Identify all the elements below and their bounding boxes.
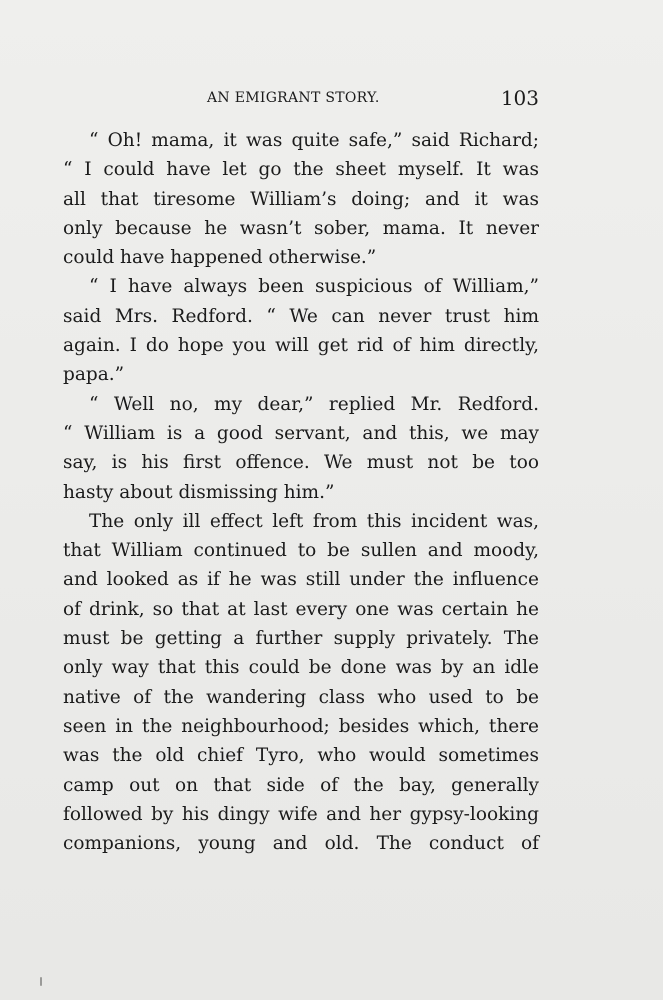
text-line: followed by his dingy wife and her gypsy-looking: [63, 803, 539, 825]
running-header: [0, 88, 663, 114]
text-line: papa.”: [63, 364, 125, 386]
text-line: seen in the neighbourhood; besides which, there: [63, 715, 539, 737]
text-line: only because he wasn’t sober, mama. It never: [63, 217, 539, 239]
text-line: “ Well no, my dear,” replied Mr. Redford.: [89, 393, 539, 415]
text-line: camp out on that side of the bay, generally: [63, 774, 539, 796]
text-line: “ I could have let go the sheet myself. It was: [63, 159, 539, 181]
text-line: said Mrs. Redford. “ We can never trust him: [63, 305, 539, 327]
text-line: companions, young and old. The conduct of: [63, 833, 539, 855]
paper-speck: [40, 977, 42, 986]
text-line: only way that this could be done was by an idle: [63, 657, 539, 679]
text-line: could have happened otherwise.”: [63, 247, 377, 269]
text-line: hasty about dismissing him.”: [63, 481, 335, 503]
text-line: “ Oh! mama, it was quite safe,” said Richard;: [89, 130, 539, 151]
text-line: say, is his first offence. We must not be too: [63, 452, 539, 474]
text-line: and looked as if he was still under the influence: [63, 569, 539, 591]
text-line: The only ill effect left from this incident was,: [89, 510, 539, 532]
text-line: again. I do hope you will get rid of him directly,: [63, 335, 539, 357]
text-line: “ I have always been suspicious of William,”: [89, 276, 539, 298]
running-title: AN EMIGRANT STORY.: [207, 90, 380, 106]
text-line: “ William is a good servant, and this, we may: [63, 422, 539, 444]
text-line: must be getting a further supply privately. The: [63, 628, 539, 650]
page-number: 103: [500, 86, 539, 110]
text-line: native of the wandering class who used to be: [63, 686, 539, 708]
text-line: that William continued to be sullen and moody,: [63, 540, 539, 562]
text-line: all that tiresome William’s doing; and it was: [63, 188, 539, 210]
text-line: was the old chief Tyro, who would sometimes: [63, 745, 539, 767]
body-text: [63, 126, 539, 858]
text-line: of drink, so that at last every one was certain he: [63, 598, 539, 620]
